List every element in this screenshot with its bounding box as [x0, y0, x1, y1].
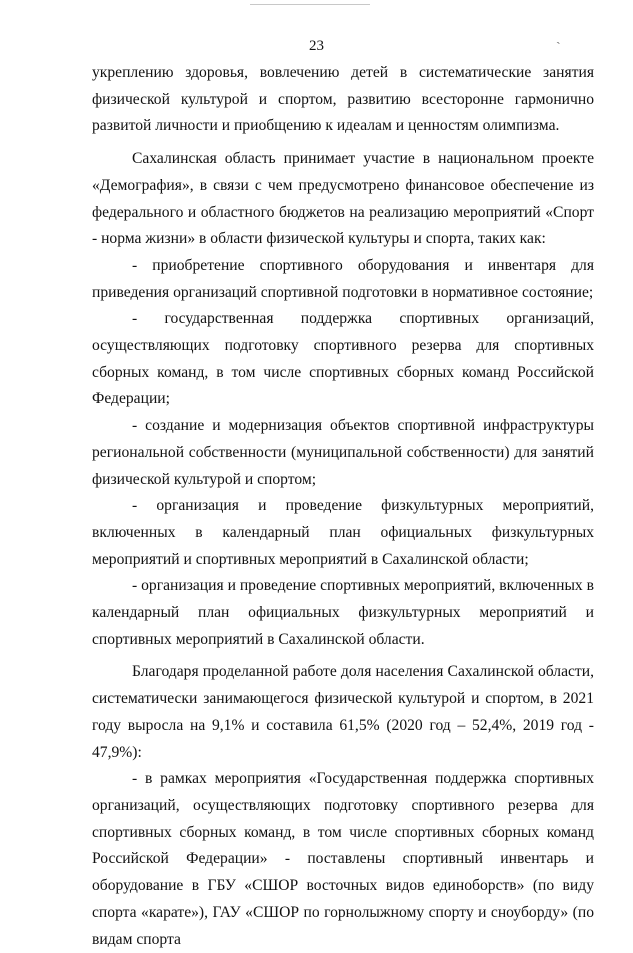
top-edge-line [250, 4, 370, 5]
paragraph-demography: Сахалинская область принимает участие в национальном проекте «Демография», в связи с чем предусмотрено финансовое обеспечение из федерального и областного бюджетов на реализацию мероприятий «Спорт - норма жизни» в области физической культуры и спорта, таких как: [92, 150, 594, 248]
list-item-state-support: - государственная поддержка спортивных организаций, осуществляющих подготовку спортивного резерва для спортивных сборных команд, в том числе спортивных сборных команд Российской Федерации; [92, 310, 594, 408]
paragraph-continuation: укреплению здоровья, вовлечению детей в систематические занятия физической культурой и спортом, развитию всесторонне гармонично развитой личности и приобщению к идеалам и ценностям олимпизма. [92, 64, 594, 135]
list-item-physical-events: - организация и проведение физкультурных мероприятий, включенных в календарный план официальных физкультурных мероприятий и спортивных мероприятий в Сахалинской области; [92, 497, 594, 568]
list-item-deliveries: - в рамках мероприятия «Государственная поддержка спортивных организаций, осуществляющих подготовку спортивного резерва для спортивных сборных команд, в том числе спортивных сборных команд Российской Федерации» - поставлены спортивный инвентарь и оборудование в ГБУ «СШОР восточных видов единоборств» (по виду спорта «карате»), ГАУ «СШОР по горнолыжному спорту и сноуборду» (по видам спорта [92, 770, 594, 948]
list-item-sport-events: - организация и проведение спортивных мероприятий, включенных в календарный план официальных физкультурных мероприятий и спортивных мероприятий в Сахалинской области. [92, 577, 594, 648]
scan-mark: ˎ [556, 30, 561, 45]
paragraph-results: Благодаря проделанной работе доля населения Сахалинской области, систематически занимающегося физической культурой и спортом, в 2021 году выросла на 9,1% и составила 61,5% (2020 год – 52,4%, 2019 год - 47,9%): [92, 663, 594, 761]
list-item-equipment: - приобретение спортивного оборудования и инвентаря для приведения организаций спортивной подготовки в нормативное состояние; [92, 256, 594, 301]
page-number: 23 [309, 38, 324, 54]
list-item-infrastructure: - создание и модернизация объектов спортивной инфраструктуры региональной собственности (муниципальной собственности) для занятий физической культурой и спортом; [92, 417, 594, 488]
body-text [92, 60, 594, 953]
